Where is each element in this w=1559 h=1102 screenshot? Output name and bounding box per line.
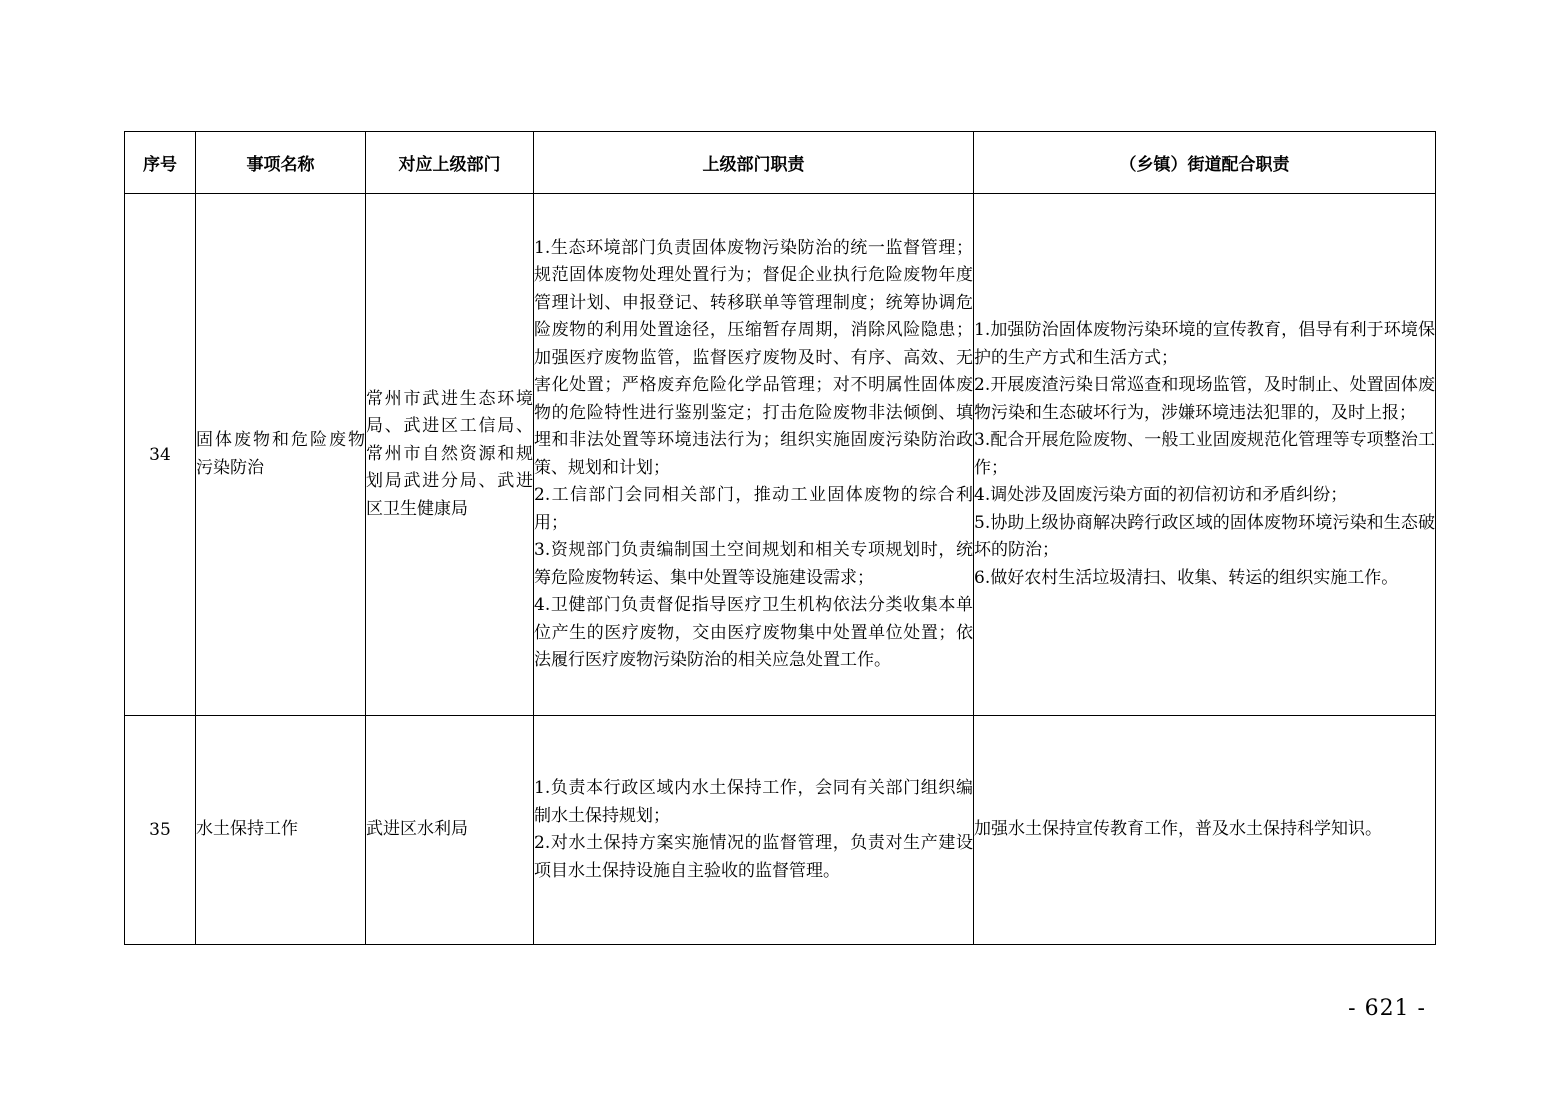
row-item-name	[196, 194, 366, 716]
header-street-duty: （乡镇）街道配合职责	[974, 132, 1436, 194]
upper-dept-text: 常州市武进生态环境局、武进区工信局、常州市自然资源和规划局武进分局、武进区卫生健康局	[366, 388, 533, 519]
row-upper-duty	[534, 194, 974, 716]
upper-duty-text: 1.生态环境部门负责固体废物污染防治的统一监督管理；规范固体废物处理处置行为；督促企业执行危险废物年度管理计划、申报登记、转移联单等管理制度；统筹协调危险废物的利用处置途径，压缩暂存周期，消除风险隐患；加强医疗废物监管，监督医疗废物及时、有序、高效、无害化处置；严格废弃危险化学品管理；对不明属性固体废物的危险特性进行鉴别鉴定；打击危险废物非法倾倒、填埋和非法处置等环境违法行为；组织实施固废污染防治政策、规划和计划； 2.工信部门会同相关部门，推动工业固体废物的综合利用； 3.资规部门负责编制国土空间规划和相关专项规划时，统筹危险废物转运、集中处置等设施建设需求； 4.卫健部门负责督促指导医疗卫生机构依法分类收集本单位产生的医疗废物，交由医疗废物集中处置单位处置；依法履行医疗废物污染防治的相关应急处置工作。	[534, 237, 973, 670]
street-duty-text: 1.加强防治固体废物污染环境的宣传教育，倡导有利于环境保护的生产方式和生活方式； 2.开展废渣污染日常巡查和现场监管，及时制止、处置固体废物污染和生态破坏行为，涉嫌环境违法犯罪的，及时上报； 3.配合开展危险废物、一般工业固废规范化管理等专项整治工作； 4.调处涉及固废污染方面的初信初访和矛盾纠纷； 5.协助上级协商解决跨行政区域的固体废物环境污染和生态破坏的防治； 6.做好农村生活垃圾清扫、收集、转运的组织实施工作。	[974, 320, 1435, 588]
row-item-name	[196, 716, 366, 945]
header-seq: 序号	[125, 132, 196, 194]
upper-duty-text: 1.负责本行政区域内水土保持工作，会同有关部门组织编制水土保持规划； 2.对水土保持方案实施情况的监督管理，负责对生产建设项目水土保持设施自主验收的监督管理。	[534, 778, 973, 881]
header-upper-dept: 对应上级部门	[366, 132, 534, 194]
duty-table	[124, 131, 1436, 945]
page-number: - 621 -	[1348, 996, 1426, 1021]
row-upper-dept	[366, 716, 534, 945]
row-street-duty	[974, 716, 1436, 945]
row-seq: 35	[125, 716, 196, 945]
row-upper-duty	[534, 716, 974, 945]
row-upper-dept	[366, 194, 534, 716]
table-header-row	[125, 132, 1436, 194]
row-seq: 34	[125, 194, 196, 716]
table-row	[125, 194, 1436, 716]
table-row	[125, 716, 1436, 945]
upper-dept-text: 武进区水利局	[366, 819, 468, 840]
item-name-text: 水土保持工作	[196, 819, 298, 840]
header-upper-duty: 上级部门职责	[534, 132, 974, 194]
row-street-duty	[974, 194, 1436, 716]
item-name-text: 固体废物和危险废物污染防治	[196, 430, 365, 478]
street-duty-text: 加强水土保持宣传教育工作，普及水土保持科学知识。	[974, 819, 1382, 840]
header-item-name: 事项名称	[196, 132, 366, 194]
